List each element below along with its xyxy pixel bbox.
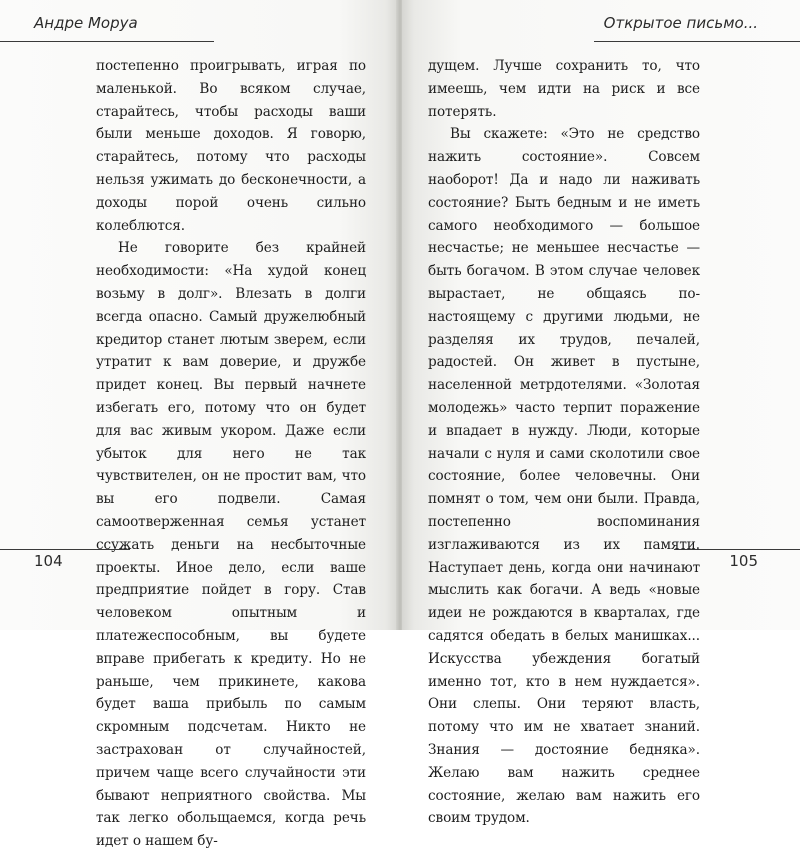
page-number-left: 104 <box>34 552 63 570</box>
page-number-right: 105 <box>729 552 758 570</box>
paragraph: Вы скажете: «Это не средство нажить состояние». Совсем наоборот! Да и надо ли наживать состояние? Быть бедным и не иметь самого необходимого — большое несчастье; не меньшее несчастье — быть богачом. В этом случае человек вырастает, не общаясь по-настоящему с другими людьми, не разделяя их трудов, печалей, радостей. Он живет в пустыне, населенной метрдотелями. «Золотая молодежь» часто терпит поражение и впадает в нужду. Люди, которые начали с нуля и сами сколотили свое состояние, более человечны. Они помнят о том, чем они были. Правда, постепенно воспоминания изглаживаются из их памяти. Наступает день, когда они начинают мыслить как богачи. А ведь «новые идеи не рождаются в кварталах, где садятся обедать в белых манишках... Искусства убеждения богатый именно тот, кто в нем нуждается». Они слепы. Они теряют власть, потому что им не хватает знаний. Знания — достояние бедняка». Желаю вам нажить среднее состояние, желаю вам нажить его своим трудом. <box>428 126 700 827</box>
header-rule-right <box>594 41 800 42</box>
right-page-text <box>428 55 700 830</box>
footer-rule-left <box>0 549 130 550</box>
header-rule-left <box>0 41 214 42</box>
left-page-text <box>96 55 366 853</box>
paragraph: Не говорите без крайней необходимости: «На худой конец возьму в долг». Влезать в долги всегда опасно. Самый дружелюбный кредитор станет лютым зверем, если утратит к вам доверие, и дружбе придет конец. Вы первый начнете избегать его, потому что он будет для вас живым укором. Даже если убыток для него не так чувствителен, он не простит вам, что вы его подвели. Самая самоотверженная семья устанет ссужать деньги на несбыточные проекты. Иное дело, если ваше предприятие пойдет в гору. Став человеком опытным и платежеспособным, вы будете вправе прибегать к кредиту. Но не раньше, чем прикинете, какова будет ваша прибыль по самым скромным подсчетам. Никто не застрахован от случайностей, причем чаще всего случайности эти бывают неприятного свойства. Мы так легко обольщаемся, когда речь идет о нашем бу- <box>96 240 366 850</box>
running-head-title: Открытое письмо... <box>603 14 758 32</box>
paragraph: дущем. Лучше сохранить то, что имеешь, чем идти на риск и все потерять. <box>428 58 700 120</box>
running-head-author: Андре Моруа <box>34 14 138 32</box>
paragraph: постепенно проигрывать, играя по маленькой. Во всяком случае, старайтесь, чтобы расходы ваши были меньше доходов. Я говорю, старайтесь, потому что расходы нельзя ужимать до бесконечности, а доходы порой очень сильно колеблются. <box>96 58 366 234</box>
left-page <box>0 0 398 850</box>
